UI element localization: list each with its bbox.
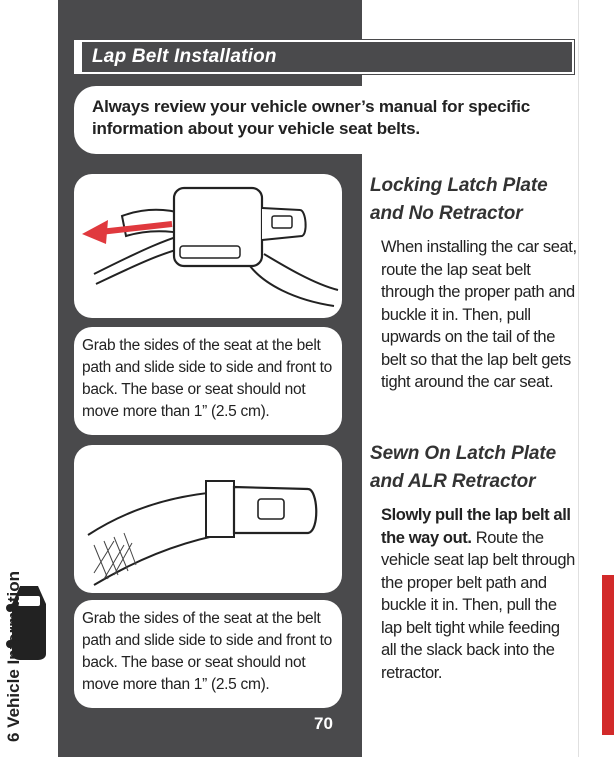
page-number: 70 bbox=[314, 714, 333, 733]
section-body-2-text: Route the vehicle seat lap belt through the proper belt path and buckle it in. Then, pull the lap belt tight while feeding all the slack back into the retractor. bbox=[381, 528, 575, 682]
figure-sewn-latch-plate bbox=[74, 445, 342, 593]
notice-box bbox=[74, 86, 578, 154]
section-tab-marker bbox=[602, 575, 614, 735]
section-label: 6 Vehicle Information bbox=[4, 571, 23, 742]
section-body-2 bbox=[381, 504, 579, 684]
section-heading-2: Sewn On Latch Plate and ALR Retractor bbox=[370, 443, 557, 492]
latch-plate-illustration bbox=[74, 174, 342, 318]
page-title: Lap Belt Installation bbox=[92, 46, 277, 67]
sewn-latch-illustration bbox=[74, 445, 342, 593]
notice-text: Always review your vehicle owner’s manual for specific information about your vehicle seat belts. bbox=[92, 97, 530, 138]
title-accent bbox=[76, 42, 82, 72]
caption-text: Grab the sides of the seat at the belt path and slide side to side and front to back. The base or seat should not move more than 1” (2.5 cm). bbox=[82, 610, 332, 693]
title-bar bbox=[74, 40, 574, 74]
section-body-2-bold: Slowly pull the lap belt all the way out. bbox=[381, 506, 571, 547]
figure-caption-1 bbox=[74, 327, 342, 435]
section-body-1: When installing the car seat, route the lap seat belt through the proper path and buckle it in. Then, pull upwards on the tail of the belt so that the lap belt gets tight around the car seat. bbox=[381, 238, 577, 391]
figure-latch-plate bbox=[74, 174, 342, 318]
figure-caption-2 bbox=[74, 600, 342, 708]
caption-text: Grab the sides of the seat at the belt path and slide side to side and front to back. The base or seat should not move more than 1” (2.5 cm). bbox=[82, 337, 332, 420]
section-heading-1: Locking Latch Plate and No Retractor bbox=[370, 175, 548, 224]
